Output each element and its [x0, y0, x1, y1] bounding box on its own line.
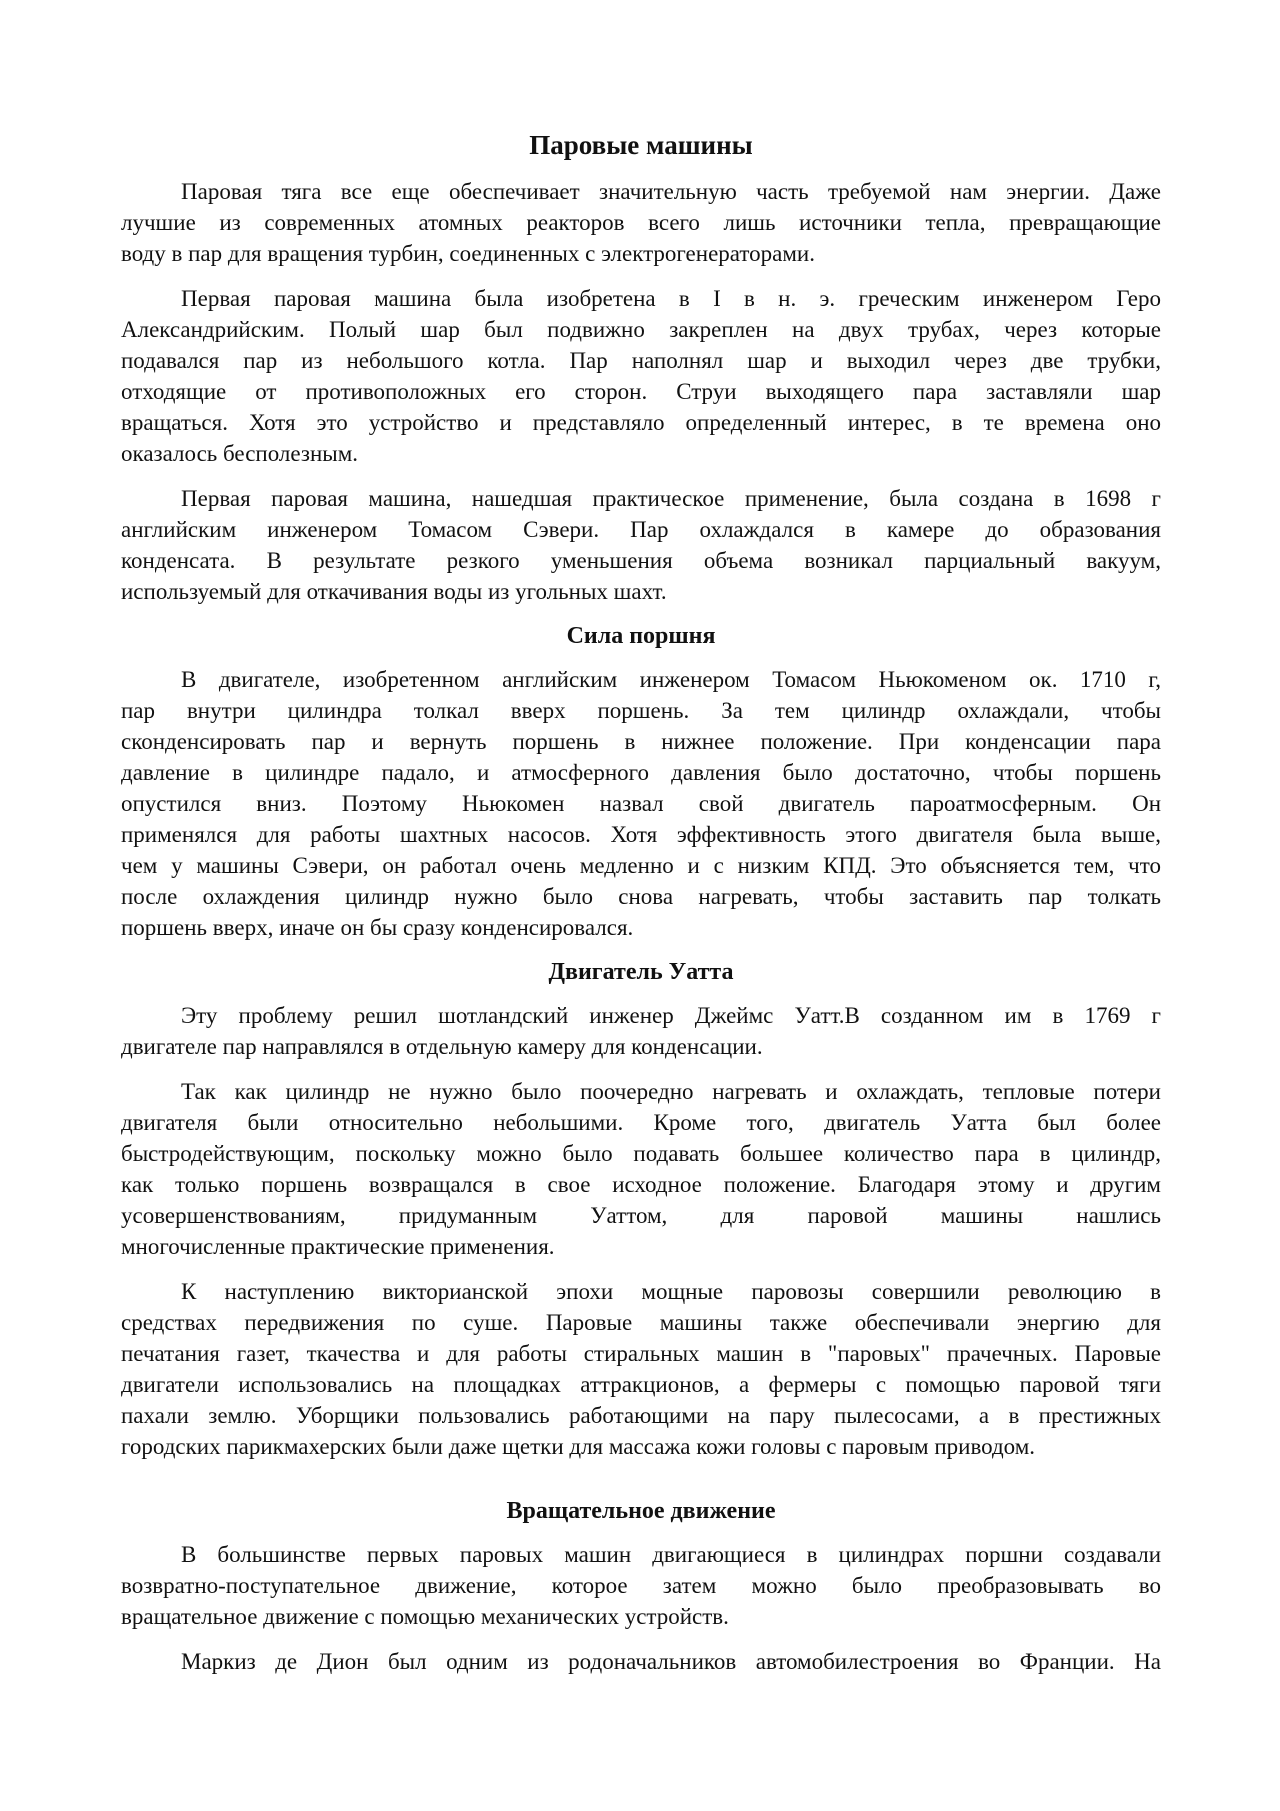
text-line: двигателя были относительно небольшими. Кроме того, двигатель Уатта был более — [121, 1110, 1161, 1135]
text-line: многочисленные практические применения. — [121, 1234, 555, 1259]
text-line: используемый для откачивания воды из угольных шахт. — [121, 579, 667, 604]
document-title: Паровые машины — [529, 130, 753, 160]
text-line: В двигателе, изобретенном английским инженером Томасом Ньюкоменом ок. 1710 г, — [181, 667, 1161, 692]
text-line: опустился вниз. Поэтому Ньюкомен назвал свой двигатель пароатмосферным. Он — [121, 791, 1161, 816]
paragraph — [121, 664, 1161, 943]
section-heading: Сила поршня — [566, 623, 716, 649]
text-line: пар внутри цилиндра толкал вверх поршень. За тем цилиндр охлаждали, чтобы — [121, 698, 1161, 723]
text-line: печатания газет, ткачества и для работы стиральных машин в "паровых" прачечных. Паровые — [121, 1341, 1161, 1366]
text-line: после охлаждения цилиндр нужно было снова нагревать, чтобы заставить пар толкать — [121, 884, 1161, 909]
text-line: Первая паровая машина была изобретена в I в н. э. греческим инженером Геро — [181, 286, 1161, 311]
text-line: Маркиз де Дион был одним из родоначальников автомобилестроения во Франции. На — [181, 1649, 1161, 1674]
paragraph — [121, 1646, 1161, 1677]
text-line: К наступлению викторианской эпохи мощные паровозы совершили революцию в — [181, 1279, 1161, 1304]
paragraph — [121, 283, 1161, 469]
text-line: английским инженером Томасом Сэвери. Пар охлаждался в камере до образования — [121, 517, 1161, 542]
text-line: вращательное движение с помощью механических устройств. — [121, 1604, 729, 1629]
text-line: вращаться. Хотя это устройство и представляло определенный интерес, в те времена оно — [121, 410, 1161, 435]
text-line: оказалось бесполезным. — [121, 441, 359, 466]
text-line: Паровая тяга все еще обеспечивает значительную часть требуемой нам энергии. Даже — [181, 179, 1161, 204]
text-line: конденсата. В результате резкого уменьшения объема возникал парциальный вакуум, — [121, 548, 1161, 573]
text-line: сконденсировать пар и вернуть поршень в нижнее положение. При конденсации пара — [121, 729, 1161, 754]
text-line: быстродействующим, поскольку можно было подавать большее количество пара в цилиндр, — [121, 1141, 1161, 1166]
text-line: Эту проблему решил шотландский инженер Джеймс Уатт.В созданном им в 1769 г — [181, 1003, 1161, 1028]
text-line: чем у машины Сэвери, он работал очень медленно и с низким КПД. Это объясняется тем, что — [121, 853, 1161, 878]
text-line: Так как цилиндр не нужно было поочередно нагревать и охлаждать, тепловые потери — [181, 1079, 1161, 1104]
text-line: лучшие из современных атомных реакторов всего лишь источники тепла, превращающие — [121, 210, 1161, 235]
text-line: подавался пар из небольшого котла. Пар наполнял шар и выходил через две трубки, — [121, 348, 1161, 373]
text-line: пахали землю. Уборщики пользовались работающими на пару пылесосами, а в престижных — [121, 1403, 1161, 1428]
text-line: возвратно-поступательное движение, которое затем можно было преобразовывать во — [121, 1573, 1161, 1598]
paragraph — [121, 1000, 1161, 1062]
section-heading: Вращательное движение — [506, 1498, 776, 1524]
paragraph — [121, 1539, 1161, 1632]
paragraph — [121, 1076, 1161, 1262]
text-line: двигатели использовались на площадках аттракционов, а фермеры с помощью паровой тяги — [121, 1372, 1161, 1397]
text-line: отходящие от противоположных его сторон. Струи выходящего пара заставляли шар — [121, 379, 1161, 404]
text-line: воду в пар для вращения турбин, соединенных с электрогенераторами. — [121, 241, 815, 266]
text-line: средствах передвижения по суше. Паровые машины также обеспечивали энергию для — [121, 1310, 1161, 1335]
text-line: В большинстве первых паровых машин двигающиеся в цилиндрах поршни создавали — [181, 1542, 1161, 1567]
text-line: Первая паровая машина, нашедшая практическое применение, была создана в 1698 г — [181, 486, 1161, 511]
text-line: поршень вверх, иначе он бы сразу конденсировался. — [121, 915, 634, 940]
text-line: давление в цилиндре падало, и атмосферного давления было достаточно, чтобы поршень — [121, 760, 1161, 785]
text-line: двигателе пар направлялся в отдельную камеру для конденсации. — [121, 1034, 763, 1059]
paragraph — [121, 1276, 1161, 1462]
section-heading: Двигатель Уатта — [548, 959, 734, 985]
text-line: усовершенствованиям, придуманным Уаттом, для паровой машины нашлись — [121, 1203, 1161, 1228]
text-line: как только поршень возвращался в свое исходное положение. Благодаря этому и другим — [121, 1172, 1161, 1197]
text-line: применялся для работы шахтных насосов. Хотя эффективность этого двигателя была выше, — [121, 822, 1161, 847]
document-page — [121, 129, 1161, 1691]
paragraph — [121, 483, 1161, 607]
text-line: городских парикмахерских были даже щетки для массажа кожи головы с паровым приводом. — [121, 1434, 1036, 1459]
paragraph — [121, 176, 1161, 269]
text-line: Александрийским. Полый шар был подвижно закреплен на двух трубах, через которые — [121, 317, 1161, 342]
